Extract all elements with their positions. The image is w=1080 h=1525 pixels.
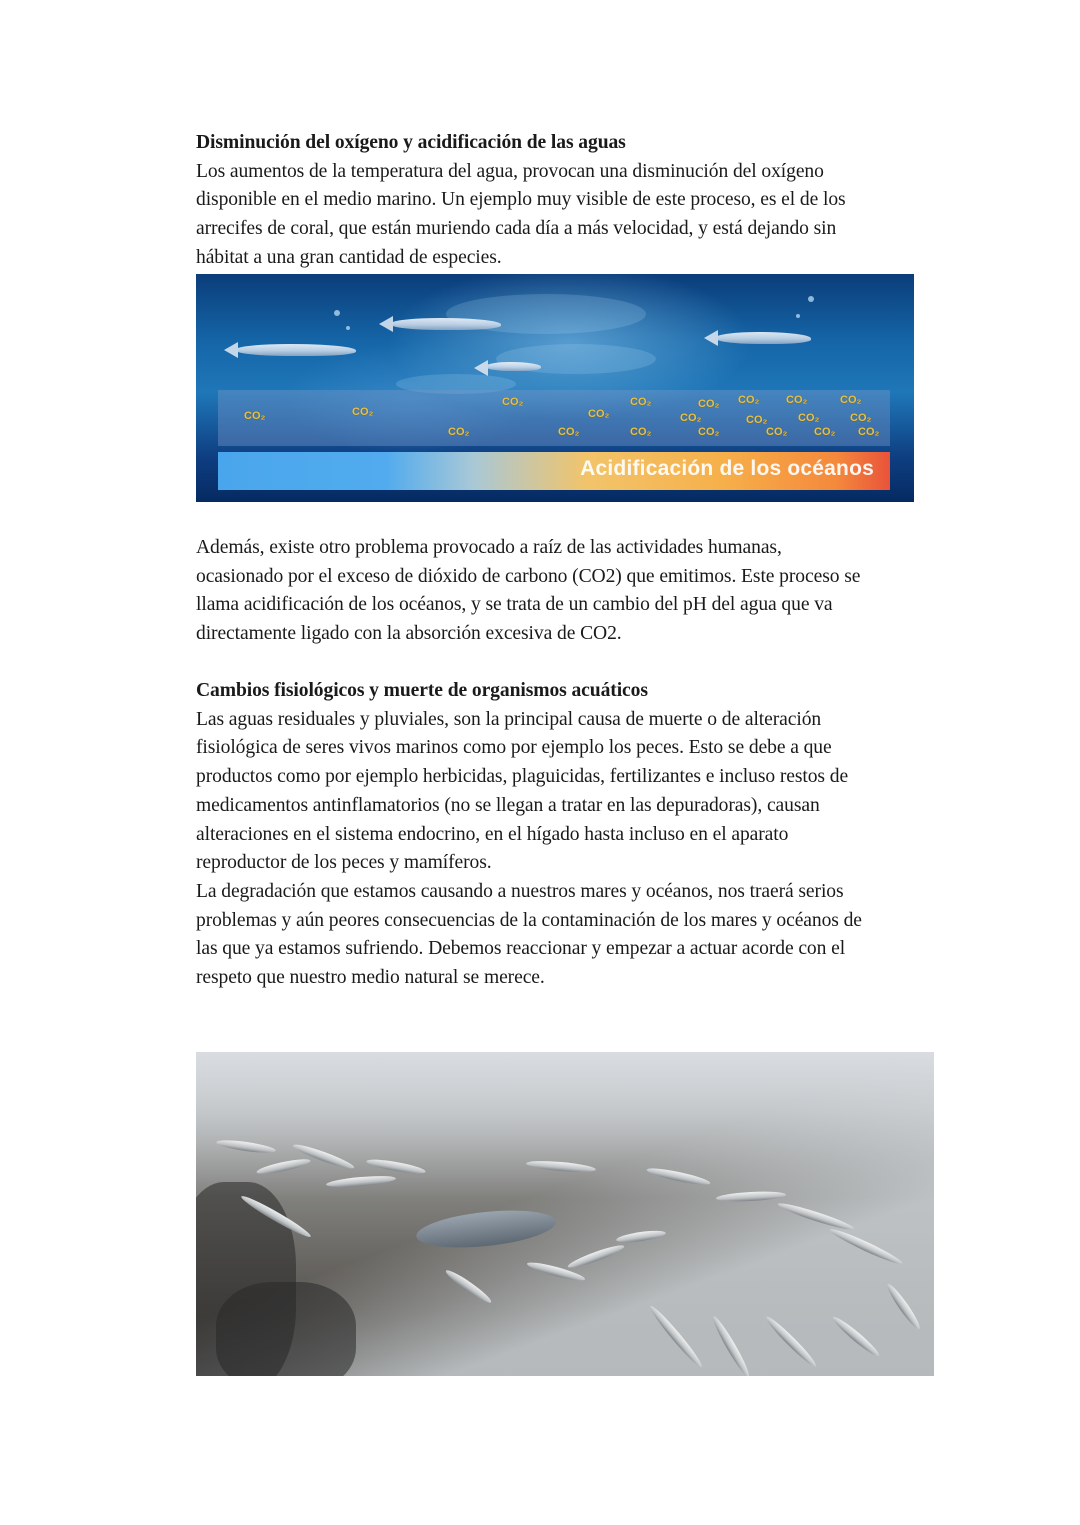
fish-icon xyxy=(391,318,501,330)
rock xyxy=(216,1282,356,1376)
co2-label: CO₂ xyxy=(588,408,610,420)
bubble-icon xyxy=(808,296,814,302)
paragraph-line: las que ya estamos sufriendo. Debemos reaccionar y empezar a actuar acorde con el xyxy=(196,938,846,960)
co2-label: CO₂ xyxy=(698,398,720,410)
paragraph-line: disponible en el medio marino. Un ejemplo muy visible de este proceso, es el de los xyxy=(196,189,846,211)
paragraph-line: ocasionado por el exceso de dióxido de carbono (CO2) que emitimos. Este proceso se xyxy=(196,565,861,587)
paragraph-line: Las aguas residuales y pluviales, son la principal causa de muerte o de alteración xyxy=(196,708,822,730)
bubble-icon xyxy=(796,314,800,318)
co2-label: CO₂ xyxy=(786,394,808,406)
co2-panel xyxy=(218,390,890,446)
acidification-caption: Acidificación de los océanos xyxy=(580,457,874,480)
acidification-gradient-bar xyxy=(218,452,890,490)
co2-label: CO₂ xyxy=(244,410,266,422)
fish-icon xyxy=(486,362,541,371)
paragraph-line: reproductor de los peces y mamíferos. xyxy=(196,852,492,874)
paragraph-line: alteraciones en el sistema endocrino, en el hígado hasta incluso en el aparato xyxy=(196,823,789,845)
co2-label: CO₂ xyxy=(766,426,788,438)
co2-label: CO₂ xyxy=(746,414,768,426)
fish-icon xyxy=(616,1229,667,1245)
fish-icon xyxy=(884,1281,923,1331)
co2-label: CO₂ xyxy=(352,406,374,418)
paragraph-line: fisiológica de seres vivos marinos como por ejemplo los peces. Esto se debe a que xyxy=(196,737,832,759)
fish-icon xyxy=(566,1242,625,1271)
fish-icon xyxy=(236,344,356,356)
fish-icon xyxy=(647,1303,705,1370)
co2-label: CO₂ xyxy=(448,426,470,438)
paragraph-line: productos como por ejemplo herbicidas, plaguicidas, fertilizantes e incluso restos de xyxy=(196,766,849,788)
bubble-icon xyxy=(346,326,350,330)
co2-label: CO₂ xyxy=(558,426,580,438)
paragraph-line: respeto que nuestro medio natural se merece. xyxy=(196,967,545,989)
co2-label: CO₂ xyxy=(840,394,862,406)
ocean-acidification-image xyxy=(196,274,914,502)
co2-label: CO₂ xyxy=(630,426,652,438)
fog-overlay xyxy=(196,1052,934,1198)
co2-label: CO₂ xyxy=(814,426,836,438)
co2-label: CO₂ xyxy=(858,426,880,438)
paragraph-line: La degradación que estamos causando a nuestros mares y océanos, nos traerá serios xyxy=(196,880,844,902)
paragraph-line: arrecifes de coral, que están muriendo cada día a más velocidad, y está dejando sin xyxy=(196,218,837,240)
co2-label: CO₂ xyxy=(738,394,760,406)
fish-icon xyxy=(443,1267,493,1306)
paragraph-line: directamente ligado con la absorción excesiva de CO2. xyxy=(196,623,622,645)
co2-label: CO₂ xyxy=(502,396,524,408)
co2-label: CO₂ xyxy=(850,412,872,424)
co2-label: CO₂ xyxy=(698,426,720,438)
co2-label: CO₂ xyxy=(630,396,652,408)
dead-dolphin xyxy=(415,1205,558,1253)
co2-label: CO₂ xyxy=(798,412,820,424)
paragraph-line: medicamentos antinflamatorios (no se llegan a tratar en las depuradoras), causan xyxy=(196,794,820,816)
dead-fish-beach-image xyxy=(196,1052,934,1376)
section-heading: Cambios fisiológicos y muerte de organismos acuáticos xyxy=(196,680,648,701)
section-oxygen-acidification xyxy=(196,129,956,273)
fish-icon xyxy=(710,1314,753,1376)
paragraph-line: llama acidificación de los océanos, y se trata de un cambio del pH del agua que va xyxy=(196,594,833,616)
fish-icon xyxy=(716,332,811,344)
section-heading: Disminución del oxígeno y acidificación de las aguas xyxy=(196,132,626,153)
fish-icon xyxy=(830,1314,882,1359)
paragraph-line: problemas y aún peores consecuencias de la contaminación de los mares y océanos de xyxy=(196,909,862,931)
paragraph-line: Los aumentos de la temperatura del agua, provocan una disminución del oxígeno xyxy=(196,160,824,182)
fish-icon xyxy=(777,1200,856,1233)
paragraph-line: hábitat a una gran cantidad de especies. xyxy=(196,246,502,268)
fish-icon xyxy=(763,1314,819,1370)
fish-icon xyxy=(828,1226,904,1268)
bubble-icon xyxy=(334,310,340,316)
section-physiological-changes xyxy=(196,677,956,993)
co2-label: CO₂ xyxy=(680,412,702,424)
paragraph-line: Además, existe otro problema provocado a raíz de las actividades humanas, xyxy=(196,537,782,558)
section-co2-acidification xyxy=(196,534,956,649)
